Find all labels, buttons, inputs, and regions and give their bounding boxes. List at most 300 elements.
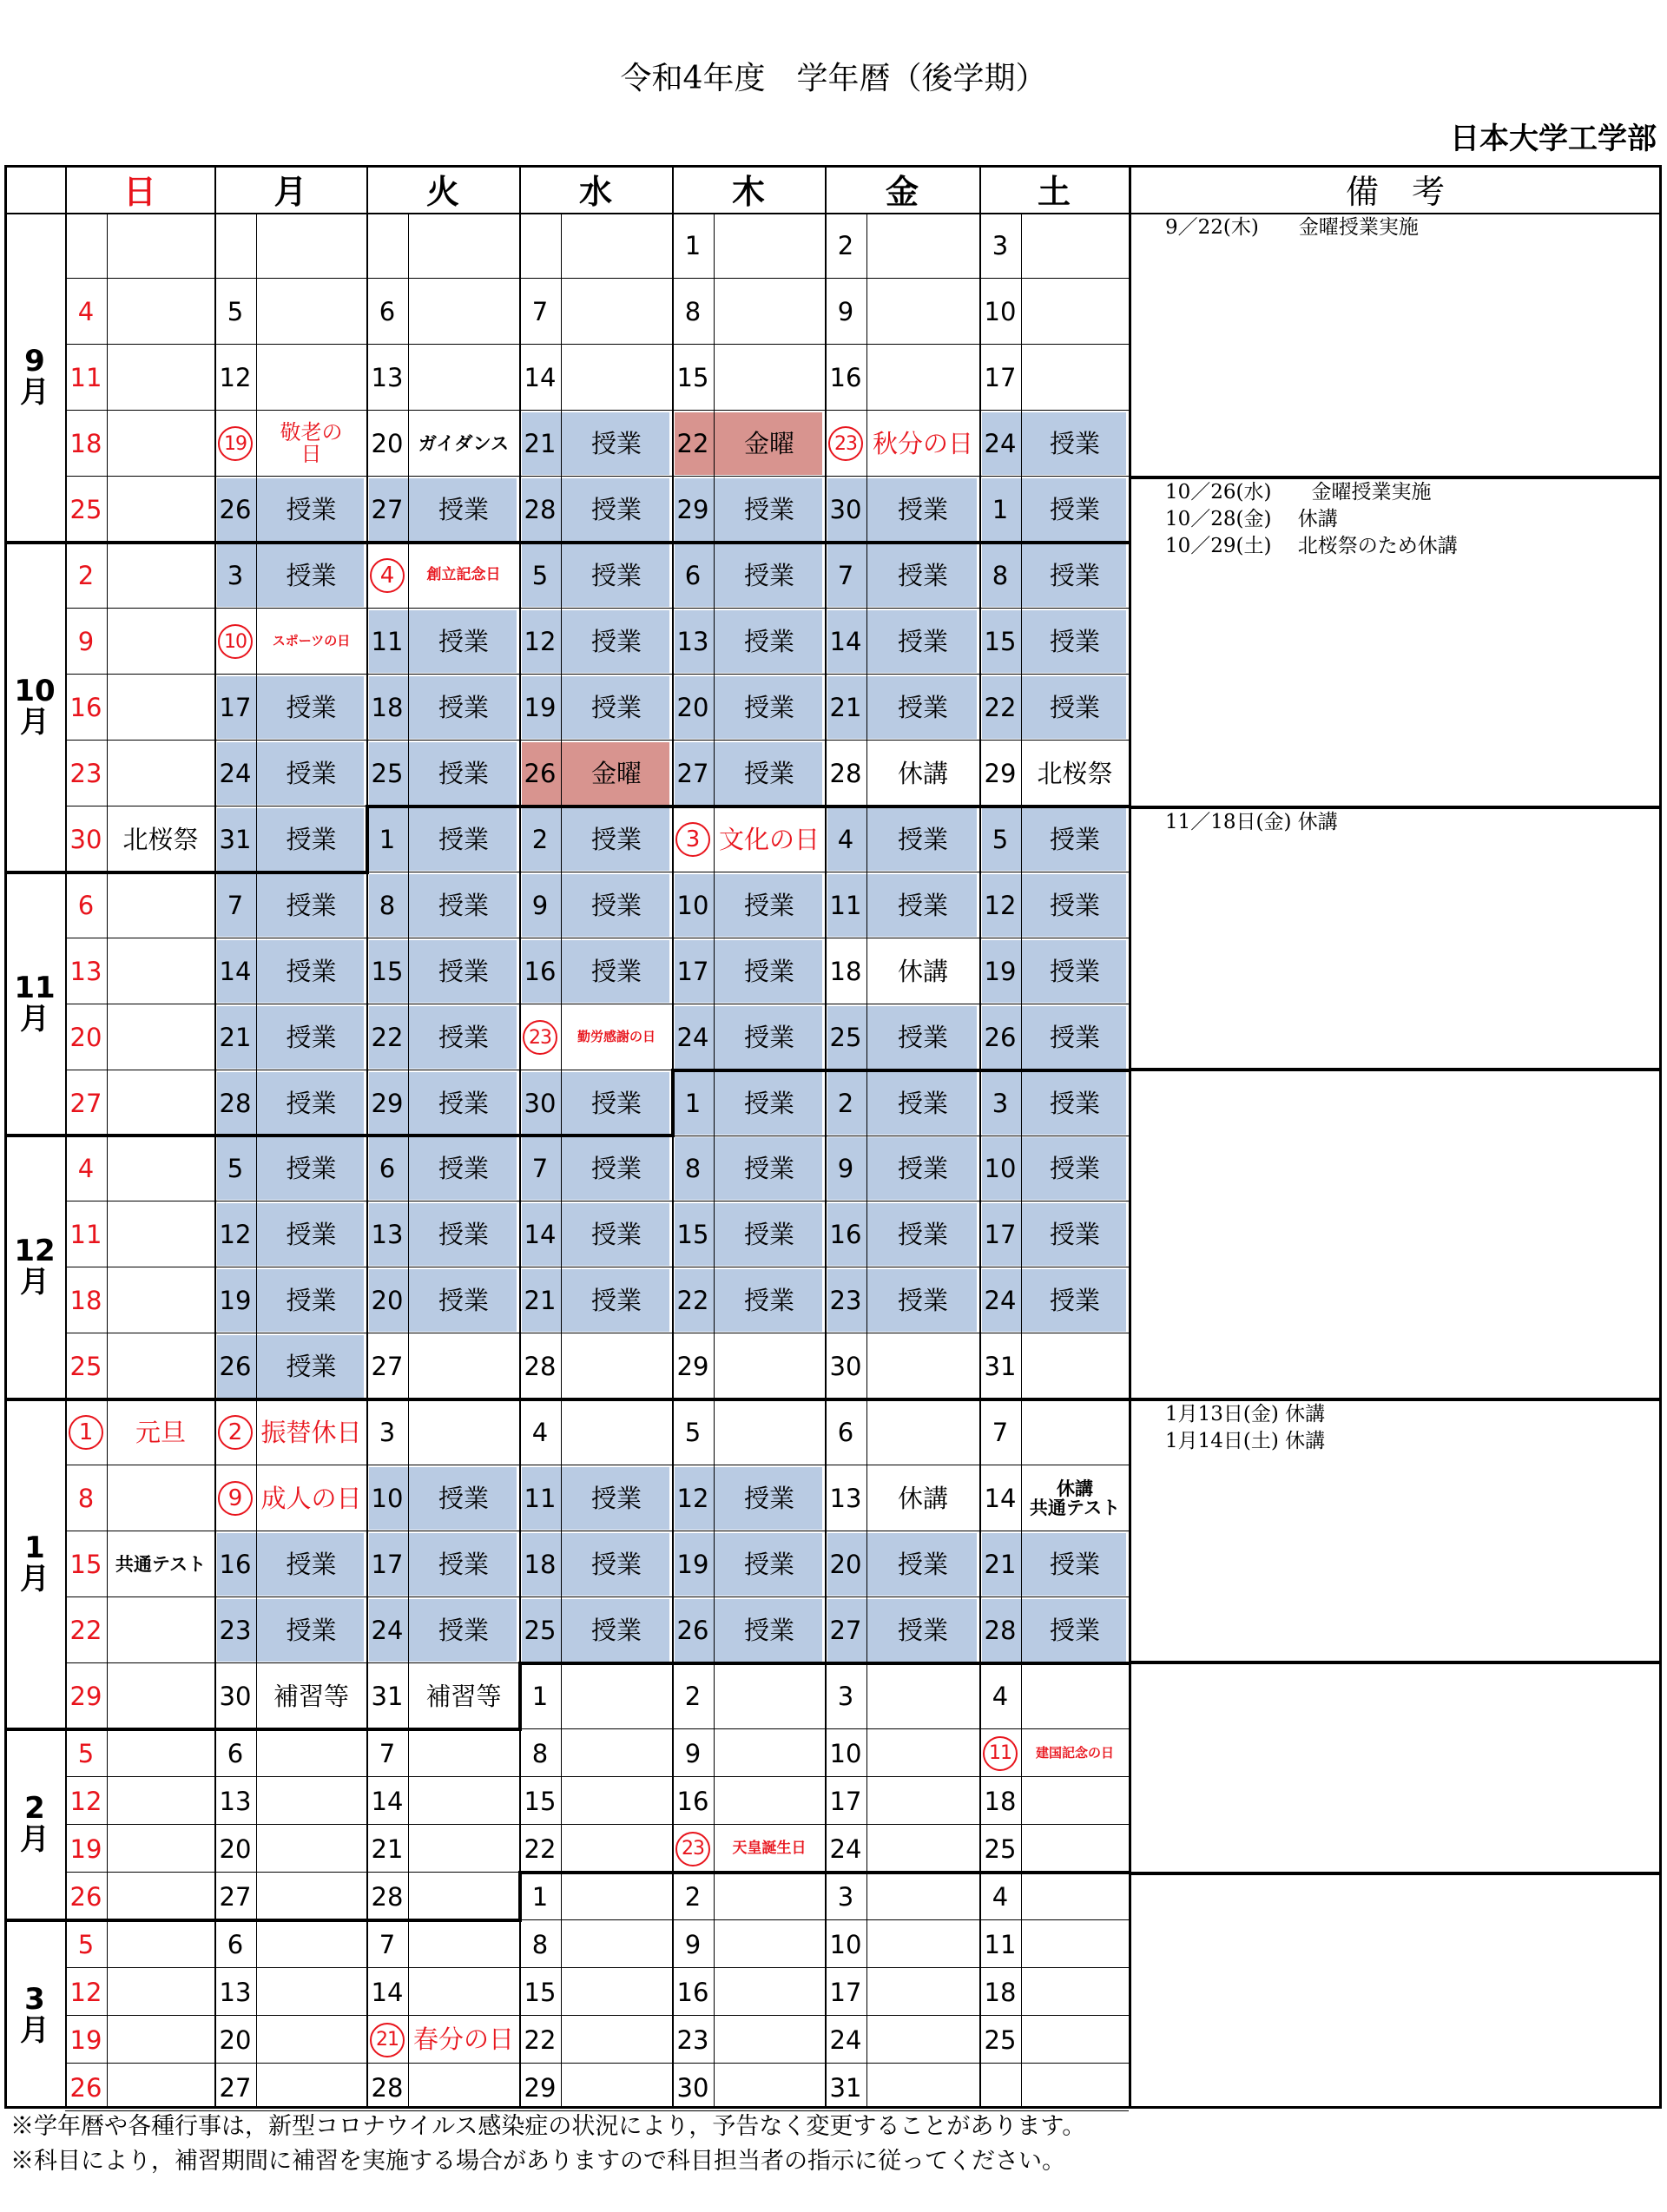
day-number: 3	[992, 1089, 1009, 1118]
day-event-label: 授業	[286, 560, 337, 590]
day-number: 25	[69, 1352, 102, 1381]
day-event-label: 授業	[438, 890, 489, 920]
number-column-rule	[107, 213, 108, 2108]
day-number: 24	[219, 759, 252, 788]
day-event-label: 授業	[897, 626, 948, 656]
day-number	[672, 806, 714, 872]
outer-top-border	[4, 165, 1662, 168]
weekday-header-2: 火	[425, 173, 459, 211]
holiday-circle-icon: 3	[675, 822, 710, 857]
day-number: 5	[77, 1738, 95, 1768]
number-column-rule	[256, 213, 257, 2108]
row-rule	[65, 1967, 1129, 1968]
row-rule	[65, 608, 1129, 609]
day-number: 23	[219, 1616, 252, 1645]
day-number: 17	[676, 957, 709, 986]
day-number: 28	[984, 1616, 1017, 1645]
holiday-label: 成人の日	[260, 1483, 362, 1513]
day-number: 20	[829, 1550, 862, 1579]
day-number: 11	[524, 1484, 557, 1513]
day-event-label: 授業	[286, 1351, 337, 1381]
day-event-label: 授業	[286, 1615, 337, 1645]
month-label: 10 月	[14, 674, 56, 740]
day-number: 2	[684, 1682, 702, 1711]
day-event-label: 授業	[897, 1153, 948, 1183]
number-column-rule	[561, 213, 562, 2108]
day-number: 14	[219, 957, 252, 986]
row-rule	[65, 344, 1129, 345]
day-number: 27	[219, 2072, 252, 2103]
weekday-header-3: 水	[578, 173, 612, 211]
day-number: 14	[984, 1484, 1017, 1513]
holiday-circle-icon: 23	[828, 426, 863, 461]
month-boundary	[366, 805, 369, 874]
day-number	[214, 411, 256, 477]
day-number	[366, 543, 408, 609]
day-number: 27	[676, 759, 709, 788]
day-event-label: 授業	[590, 1153, 642, 1183]
day-event-label: 授業	[438, 494, 489, 524]
day-event-label: 授業	[438, 1153, 489, 1183]
holiday-circle-icon: 2	[218, 1415, 253, 1450]
day-event-label: 授業	[743, 1088, 794, 1118]
holiday-circle-icon: 19	[218, 426, 253, 461]
day-number: 7	[379, 1738, 396, 1768]
day-number: 11	[984, 1929, 1017, 1959]
day-number: 24	[829, 1833, 862, 1864]
day-number: 19	[676, 1550, 709, 1579]
row-rule	[65, 410, 1129, 411]
remarks-text: 9／22(木) 金曜授業実施	[1165, 216, 1419, 239]
day-number: 20	[676, 693, 709, 722]
day-number: 31	[984, 1352, 1017, 1381]
day-number: 25	[984, 2024, 1017, 2055]
day-event-label: 授業	[438, 626, 489, 656]
day-number: 22	[676, 429, 709, 458]
day-number: 4	[531, 1418, 549, 1447]
day-number: 17	[371, 1550, 404, 1579]
day-event-label: 授業	[743, 692, 794, 722]
day-number: 26	[676, 1616, 709, 1645]
day-number: 27	[371, 495, 404, 524]
day-number: 13	[676, 627, 709, 656]
month-boundary	[4, 1919, 521, 1922]
day-event-label: 授業	[743, 1022, 794, 1052]
day-event-label: 授業	[743, 1219, 794, 1249]
weekday-header-0: 日	[122, 173, 156, 211]
day-event-label: 授業	[1049, 1285, 1100, 1315]
day-number: 12	[676, 1484, 709, 1513]
day-number: 13	[829, 1484, 862, 1513]
row-rule	[65, 1824, 1129, 1825]
day-number: 9	[77, 627, 95, 656]
day-event-label: 授業	[1049, 1153, 1100, 1183]
day-event-label: 授業	[590, 1219, 642, 1249]
day-number: 15	[676, 1220, 709, 1249]
day-number: 22	[69, 1616, 102, 1645]
day-number: 21	[219, 1023, 252, 1052]
day-number: 21	[371, 1833, 404, 1864]
day-number: 7	[992, 1418, 1009, 1447]
day-number: 5	[227, 1154, 244, 1183]
day-number: 16	[676, 1786, 709, 1816]
day-number: 22	[524, 1833, 557, 1864]
day-event-label: 授業	[897, 560, 948, 590]
day-number: 1	[684, 231, 702, 260]
day-number: 1	[531, 1881, 549, 1912]
day-number: 31	[371, 1682, 404, 1711]
day-event-label: 授業	[897, 1285, 948, 1315]
day-event-label: 授業	[1049, 1088, 1100, 1118]
day-number: 27	[219, 1881, 252, 1912]
month-label: 11 月	[14, 971, 56, 1037]
holiday-label: 敬老の 日	[280, 419, 343, 466]
day-number: 4	[77, 1154, 95, 1183]
footnote-2: ※科目により，補習期間に補習を実施する場合がありますので科目担当者の指示に従ってください。	[10, 2148, 1065, 2175]
day-event-label: 休講	[897, 956, 948, 986]
day-number: 18	[371, 693, 404, 722]
day-number: 20	[69, 1023, 102, 1052]
day-number: 7	[531, 1154, 549, 1183]
day-event-label: 休講	[897, 1483, 948, 1513]
day-number: 24	[371, 1616, 404, 1645]
day-number: 14	[829, 627, 862, 656]
day-number: 4	[992, 1682, 1009, 1711]
day-number: 11	[829, 891, 862, 920]
day-event-label: 授業	[1049, 560, 1100, 590]
day-number: 21	[829, 693, 862, 722]
day-event-label: 授業	[1049, 692, 1100, 722]
weekday-header-1: 月	[273, 173, 307, 211]
day-number: 18	[984, 1786, 1017, 1816]
day-number: 12	[69, 1977, 102, 2007]
day-event-label: 補習等	[273, 1681, 349, 1711]
day-number: 9	[837, 1154, 854, 1183]
day-number: 5	[531, 561, 549, 590]
month-label: 3 月	[20, 1982, 49, 2048]
day-number: 30	[524, 1089, 557, 1118]
day-number: 27	[371, 1352, 404, 1381]
day-number: 19	[69, 1833, 102, 1864]
day-number: 18	[69, 429, 102, 458]
month-boundary	[519, 1662, 1129, 1665]
day-number: 11	[69, 363, 102, 392]
day-number: 5	[227, 297, 244, 326]
day-number: 19	[984, 957, 1017, 986]
day-event-label: 授業	[286, 824, 337, 854]
day-event-label: 休講 共通テスト	[1029, 1478, 1121, 1518]
day-number: 20	[371, 1286, 404, 1315]
day-number: 16	[829, 1220, 862, 1249]
number-column-rule	[714, 213, 715, 2108]
day-number: 1	[684, 1089, 702, 1118]
day-number: 4	[992, 1881, 1009, 1912]
day-number: 1	[992, 495, 1009, 524]
remarks-column-rule	[1129, 165, 1131, 2108]
holiday-label: 勤労感謝の日	[577, 1029, 656, 1045]
month-boundary	[4, 1134, 674, 1137]
day-event-label: 授業	[1049, 890, 1100, 920]
day-number: 7	[837, 561, 854, 590]
day-number: 5	[77, 1929, 95, 1959]
page-title: 令和4年度 学年暦（後学期）	[620, 61, 1047, 96]
day-number: 3	[227, 561, 244, 590]
weekday-header-4: 木	[731, 173, 765, 211]
holiday-circle-icon: 21	[370, 2023, 405, 2057]
day-number: 13	[219, 1977, 252, 2007]
day-number: 26	[984, 1023, 1017, 1052]
day-number: 19	[219, 1286, 252, 1315]
day-number: 24	[984, 429, 1017, 458]
number-column-rule	[866, 213, 867, 2108]
day-number: 3	[837, 1881, 854, 1912]
weekday-header-6: 土	[1037, 173, 1071, 211]
day-number: 23	[829, 1286, 862, 1315]
holiday-label: スポーツの日	[272, 633, 351, 649]
day-number: 4	[77, 297, 95, 326]
day-event-label: 授業	[897, 1549, 948, 1579]
day-number: 12	[219, 363, 252, 392]
day-number: 24	[829, 2024, 862, 2055]
day-event-label: 授業	[438, 1615, 489, 1645]
day-event-label: 授業	[286, 494, 337, 524]
day-number: 6	[379, 297, 396, 326]
day-number: 27	[829, 1616, 862, 1645]
day-number: 6	[837, 1418, 854, 1447]
day-number: 7	[379, 1929, 396, 1959]
day-number: 3	[837, 1682, 854, 1711]
row-rule	[65, 278, 1129, 279]
day-number: 10	[371, 1484, 404, 1513]
day-number: 12	[219, 1220, 252, 1249]
day-number: 26	[69, 1881, 102, 1912]
day-event-label: 授業	[286, 692, 337, 722]
holiday-label: 創立記念日	[426, 566, 501, 584]
outer-right-border	[1659, 165, 1662, 2108]
day-number: 30	[676, 2072, 709, 2103]
day-number: 28	[829, 759, 862, 788]
month-boundary	[4, 541, 1130, 544]
month-boundary	[518, 1871, 522, 1922]
month-boundary	[4, 1728, 521, 1731]
day-number: 9	[837, 297, 854, 326]
day-number: 13	[219, 1786, 252, 1816]
day-number: 30	[829, 495, 862, 524]
day-event-label: 授業	[438, 1219, 489, 1249]
day-number: 16	[676, 1977, 709, 2007]
day-number: 23	[69, 759, 102, 788]
day-number: 12	[69, 1786, 102, 1816]
day-event-label: 授業	[743, 1549, 794, 1579]
day-number: 1	[531, 1682, 549, 1711]
day-number: 30	[219, 1682, 252, 1711]
day-number: 8	[531, 1738, 549, 1768]
day-number: 1	[379, 825, 396, 854]
day-event-label: 授業	[897, 1022, 948, 1052]
day-event-label: 授業	[743, 1483, 794, 1513]
day-number: 14	[524, 1220, 557, 1249]
day-event-label: 授業	[1049, 1219, 1100, 1249]
month-boundary	[4, 1398, 1130, 1401]
day-number: 6	[379, 1154, 396, 1183]
holiday-circle-icon: 4	[370, 558, 405, 593]
remarks-text	[1165, 1875, 1655, 2104]
day-number: 2	[77, 561, 95, 590]
day-number: 20	[219, 2024, 252, 2055]
day-number: 3	[379, 1418, 396, 1447]
day-number: 29	[69, 1682, 102, 1711]
day-number: 4	[837, 825, 854, 854]
month-label: 12 月	[14, 1234, 56, 1300]
day-number: 2	[684, 1881, 702, 1912]
day-number: 17	[984, 363, 1017, 392]
day-event-label: 授業	[897, 692, 948, 722]
day-number: 30	[69, 825, 102, 854]
day-number: 24	[984, 1286, 1017, 1315]
day-number: 12	[524, 627, 557, 656]
holiday-label: 文化の日	[718, 824, 820, 854]
day-number: 25	[371, 759, 404, 788]
holiday-label: 天皇誕生日	[732, 1839, 807, 1857]
day-event-label: 授業	[590, 1483, 642, 1513]
day-event-label: 授業	[438, 1285, 489, 1315]
day-number: 17	[829, 1786, 862, 1816]
day-number: 29	[371, 1089, 404, 1118]
holiday-circle-icon: 9	[218, 1481, 253, 1516]
day-number: 24	[676, 1023, 709, 1052]
day-number: 18	[69, 1286, 102, 1315]
day-number: 8	[684, 1154, 702, 1183]
day-event-label: 授業	[590, 1088, 642, 1118]
day-number: 10	[829, 1738, 862, 1768]
day-event-label: 授業	[590, 1615, 642, 1645]
number-column-rule	[408, 213, 409, 2108]
day-number: 18	[829, 957, 862, 986]
day-event-label: 授業	[897, 1088, 948, 1118]
day-number: 6	[77, 891, 95, 920]
day-event-label: 授業	[286, 1088, 337, 1118]
day-number: 28	[371, 1881, 404, 1912]
day-event-label: 補習等	[425, 1681, 502, 1711]
day-event-label: 授業	[286, 1022, 337, 1052]
day-number: 12	[984, 891, 1017, 920]
remarks-header: 備 考	[1345, 173, 1445, 211]
day-event-label: 授業	[1049, 1549, 1100, 1579]
row-rule	[65, 1596, 1129, 1597]
day-number: 17	[219, 693, 252, 722]
day-number: 7	[227, 891, 244, 920]
day-event-label: 授業	[286, 1153, 337, 1183]
month-label: 1 月	[20, 1531, 49, 1596]
day-number: 11	[371, 627, 404, 656]
day-number	[65, 1399, 107, 1465]
day-event-label: 授業	[286, 1549, 337, 1579]
day-event-label: 授業	[590, 494, 642, 524]
day-number: 28	[371, 2072, 404, 2103]
day-event-label: 授業	[743, 560, 794, 590]
month-boundary	[366, 805, 1129, 808]
day-number: 6	[684, 561, 702, 590]
day-event-label: 授業	[743, 494, 794, 524]
day-number: 9	[531, 891, 549, 920]
day-number: 5	[992, 825, 1009, 854]
row-rule	[65, 674, 1129, 675]
day-number	[366, 2016, 408, 2064]
remarks-text: 11／18日(金) 休講	[1165, 811, 1338, 833]
day-number: 26	[219, 495, 252, 524]
month-boundary	[672, 1069, 1129, 1072]
row-rule	[65, 2015, 1129, 2016]
day-number: 27	[69, 1089, 102, 1118]
day-number: 21	[524, 1286, 557, 1315]
day-event-label: 授業	[590, 1549, 642, 1579]
day-number: 8	[684, 297, 702, 326]
day-number: 13	[371, 363, 404, 392]
day-number: 23	[676, 2024, 709, 2055]
day-number: 15	[69, 1550, 102, 1579]
day-number: 25	[524, 1616, 557, 1645]
day-number: 16	[829, 363, 862, 392]
day-event-label: 北桜祭	[122, 824, 199, 854]
day-number: 15	[524, 1786, 557, 1816]
remarks-text	[1165, 1664, 1655, 1870]
holiday-label: 振替休日	[260, 1417, 362, 1447]
day-number	[979, 1729, 1021, 1777]
day-number: 22	[524, 2024, 557, 2055]
day-event-label: 北桜祭	[1037, 758, 1113, 788]
day-number: 21	[984, 1550, 1017, 1579]
row-rule	[65, 740, 1129, 741]
day-number: 9	[684, 1929, 702, 1959]
day-number: 10	[984, 297, 1017, 326]
day-number: 8	[531, 1929, 549, 1959]
day-event-label: 授業	[286, 1285, 337, 1315]
day-event-label: 授業	[286, 890, 337, 920]
day-event-label: 授業	[590, 890, 642, 920]
holiday-circle-icon: 10	[218, 624, 253, 659]
day-event-label: 授業	[438, 1483, 489, 1513]
day-number: 11	[69, 1220, 102, 1249]
day-number: 18	[984, 1977, 1017, 2007]
day-number: 26	[69, 2072, 102, 2103]
day-event-label: 授業	[743, 956, 794, 986]
day-number: 8	[77, 1484, 95, 1513]
day-number: 29	[676, 1352, 709, 1381]
day-number: 7	[531, 297, 549, 326]
holiday-circle-icon: 1	[69, 1415, 103, 1450]
day-number: 31	[219, 825, 252, 854]
day-event-label: 授業	[286, 1219, 337, 1249]
day-event-label: 金曜	[590, 758, 642, 788]
remarks-text	[1165, 1071, 1655, 1396]
day-number: 14	[371, 1977, 404, 2007]
day-number	[214, 1465, 256, 1531]
holiday-label: 春分の日	[412, 2024, 514, 2055]
day-event-label: 授業	[590, 560, 642, 590]
holiday-label: 建国記念の日	[1035, 1744, 1114, 1761]
day-number: 17	[829, 1977, 862, 2007]
day-number	[214, 1399, 256, 1465]
holiday-circle-icon: 23	[523, 1020, 557, 1055]
day-number: 21	[524, 429, 557, 458]
day-number: 15	[984, 627, 1017, 656]
day-event-label: 授業	[590, 692, 642, 722]
day-event-label: 授業	[743, 1285, 794, 1315]
day-number: 10	[984, 1154, 1017, 1183]
day-event-label: 授業	[1049, 428, 1100, 458]
day-number: 14	[371, 1786, 404, 1816]
day-number: 15	[524, 1977, 557, 2007]
